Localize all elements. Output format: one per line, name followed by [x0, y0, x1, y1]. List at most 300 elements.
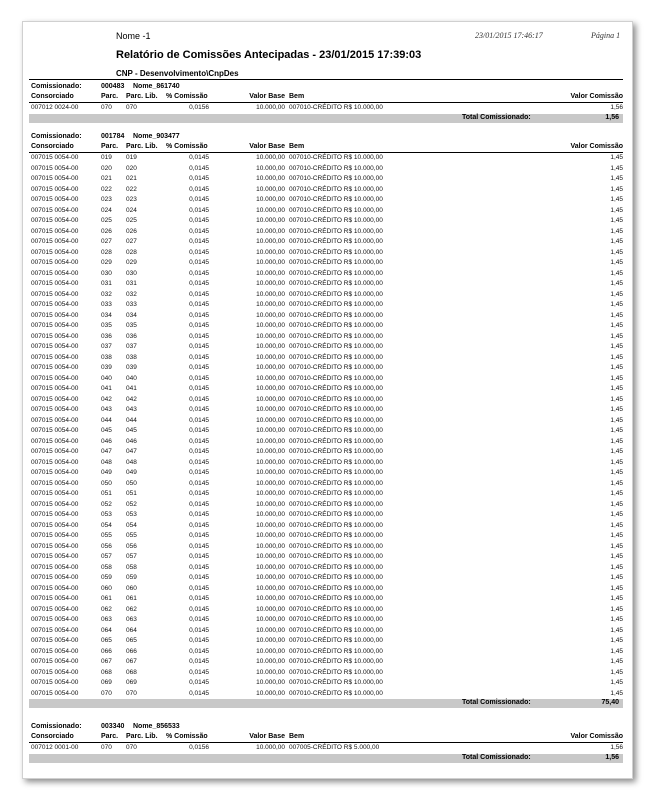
cell-pct-comissao: 0,0145 [189, 658, 209, 665]
cell-bem: 007010-CRÉDITO R$ 10.000,00 [289, 584, 383, 592]
table-row [23, 647, 632, 658]
cell-consorciado: 007015 0054-00 [31, 658, 79, 665]
cell-bem: 007010-CRÉDITO R$ 10.000,00 [289, 238, 383, 245]
cell-valor-comissao: 1,45 [610, 416, 623, 424]
total-label: Total Comissionado: [462, 699, 531, 706]
cell-valor-comissao: 1,45 [610, 196, 623, 203]
cell-valor-base: 10.000,00 [256, 104, 285, 111]
cell-valor-comissao: 1,45 [610, 689, 623, 697]
cell-consorciado: 007015 0054-00 [31, 280, 79, 287]
cell-bem: 007010-CRÉDITO R$ 10.000,00 [289, 154, 383, 161]
table-row [23, 510, 632, 521]
cell-valor-base: 10.000,00 [256, 406, 285, 413]
cell-parc: 053 [101, 511, 112, 518]
commissioned-row [23, 132, 632, 142]
cell-consorciado: 007015 0054-00 [31, 679, 79, 686]
table-row [23, 458, 632, 469]
cell-consorciado: 007015 0054-00 [31, 563, 79, 571]
cell-valor-comissao: 1,45 [610, 647, 623, 655]
total-commission-bar [29, 114, 623, 123]
cell-pct-comissao: 0,0145 [189, 406, 209, 413]
cell-parc-lib: 029 [126, 259, 137, 266]
cell-parc-lib: 024 [126, 206, 137, 214]
cell-valor-base: 10.000,00 [256, 353, 285, 361]
cell-parc: 068 [101, 668, 112, 676]
cell-parc: 044 [101, 416, 112, 424]
cell-valor-comissao: 1,45 [610, 553, 623, 560]
cell-bem: 007010-CRÉDITO R$ 10.000,00 [289, 395, 383, 403]
cell-parc: 028 [101, 248, 112, 256]
cell-valor-comissao: 1,45 [610, 385, 623, 392]
cell-parc: 029 [101, 259, 112, 266]
cell-consorciado: 007015 0054-00 [31, 637, 79, 644]
cell-parc: 067 [101, 658, 112, 665]
cell-bem: 007010-CRÉDITO R$ 10.000,00 [289, 104, 383, 111]
cell-valor-comissao: 1,45 [610, 479, 623, 487]
cell-parc: 061 [101, 595, 112, 602]
cell-consorciado: 007015 0054-00 [31, 343, 79, 350]
cell-consorciado: 007015 0054-00 [31, 553, 79, 560]
commissioned-name: Nome_861740 [133, 83, 180, 90]
cell-parc: 031 [101, 280, 112, 287]
cell-valor-base: 10.000,00 [256, 553, 285, 560]
cell-valor-base: 10.000,00 [256, 185, 285, 193]
cell-pct-comissao: 0,0145 [189, 217, 209, 224]
cell-pct-comissao: 0,0145 [189, 332, 209, 340]
report-title: Relatório de Comissões Antecipadas - 23/01/2015 17:39:03 [116, 49, 422, 61]
cell-valor-base: 10.000,00 [256, 500, 285, 508]
table-row [23, 290, 632, 301]
header-name: Nome -1 [116, 31, 151, 41]
table-row [23, 531, 632, 542]
cell-valor-comissao: 1,45 [610, 563, 623, 571]
cell-parc-lib: 049 [126, 469, 137, 476]
cell-valor-comissao: 1,45 [610, 332, 623, 340]
cell-valor-base: 10.000,00 [256, 227, 285, 235]
cell-consorciado: 007015 0054-00 [31, 385, 79, 392]
table-row [23, 164, 632, 175]
cell-valor-comissao: 1,45 [610, 353, 623, 361]
cell-pct-comissao: 0,0145 [189, 238, 209, 245]
cell-pct-comissao: 0,0145 [189, 469, 209, 476]
cell-bem: 007010-CRÉDITO R$ 10.000,00 [289, 500, 383, 508]
cell-valor-comissao: 1,45 [610, 290, 623, 298]
cell-parc: 033 [101, 301, 112, 308]
table-row [23, 563, 632, 574]
cell-valor-comissao: 1,45 [610, 574, 623, 581]
cell-valor-comissao: 1,45 [610, 584, 623, 592]
cell-valor-base: 10.000,00 [256, 626, 285, 634]
cell-parc-lib: 063 [126, 616, 137, 623]
col-parc: Parc. [101, 733, 119, 740]
cell-valor-comissao: 1,45 [610, 154, 623, 161]
cell-valor-base: 10.000,00 [256, 301, 285, 308]
cell-bem: 007010-CRÉDITO R$ 10.000,00 [289, 301, 383, 308]
cell-parc-lib: 051 [126, 490, 137, 497]
cell-pct-comissao: 0,0145 [189, 343, 209, 350]
cell-consorciado: 007015 0054-00 [31, 217, 79, 224]
col-bem: Bem [289, 733, 305, 740]
cell-parc-lib: 040 [126, 374, 137, 382]
cell-parc-lib: 038 [126, 353, 137, 361]
cell-valor-base: 10.000,00 [256, 521, 285, 529]
cell-consorciado: 007015 0054-00 [31, 490, 79, 497]
cell-consorciado: 007015 0054-00 [31, 626, 79, 634]
cell-consorciado: 007015 0054-00 [31, 332, 79, 340]
cell-bem: 007010-CRÉDITO R$ 10.000,00 [289, 521, 383, 529]
cell-valor-base: 10.000,00 [256, 259, 285, 266]
cell-valor-comissao: 1,45 [610, 668, 623, 676]
cell-consorciado: 007015 0054-00 [31, 469, 79, 476]
cell-parc: 025 [101, 217, 112, 224]
cell-parc-lib: 041 [126, 385, 137, 392]
cell-valor-comissao: 1,45 [610, 227, 623, 235]
cell-valor-base: 10.000,00 [256, 490, 285, 497]
cell-valor-base: 10.000,00 [256, 574, 285, 581]
cell-parc-lib: 045 [126, 427, 137, 434]
cell-consorciado: 007015 0054-00 [31, 668, 79, 676]
cell-parc-lib: 060 [126, 584, 137, 592]
table-row [23, 468, 632, 479]
cell-pct-comissao: 0,0145 [189, 311, 209, 319]
cell-pct-comissao: 0,0145 [189, 679, 209, 686]
cell-consorciado: 007015 0054-00 [31, 227, 79, 235]
cell-parc: 051 [101, 490, 112, 497]
cell-parc-lib: 027 [126, 238, 137, 245]
col-pct-comissao: % Comissão [166, 733, 208, 740]
total-value: 1,56 [605, 753, 619, 761]
commissioned-label: Comissionado: [31, 83, 82, 90]
cell-bem: 007010-CRÉDITO R$ 10.000,00 [289, 406, 383, 413]
cell-valor-base: 10.000,00 [256, 269, 285, 277]
cell-bem: 007010-CRÉDITO R$ 10.000,00 [289, 658, 383, 665]
table-row [23, 605, 632, 616]
table-row [23, 195, 632, 206]
cell-valor-base: 10.000,00 [256, 164, 285, 172]
table-row [23, 743, 632, 754]
cell-valor-comissao: 1,45 [610, 605, 623, 613]
cell-pct-comissao: 0,0145 [189, 290, 209, 298]
cell-valor-comissao: 1,45 [610, 280, 623, 287]
cell-bem: 007010-CRÉDITO R$ 10.000,00 [289, 626, 383, 634]
cell-valor-comissao: 1,45 [610, 658, 623, 665]
cell-bem: 007010-CRÉDITO R$ 10.000,00 [289, 311, 383, 319]
cell-parc-lib: 054 [126, 521, 137, 529]
cell-parc: 038 [101, 353, 112, 361]
cell-parc-lib: 019 [126, 154, 137, 161]
cell-consorciado: 007015 0054-00 [31, 584, 79, 592]
cell-valor-base: 10.000,00 [256, 427, 285, 434]
table-row [23, 594, 632, 605]
cell-parc-lib: 069 [126, 679, 137, 686]
cell-parc: 022 [101, 185, 112, 193]
cell-pct-comissao: 0,0145 [189, 227, 209, 235]
commissioned-name: Nome_903477 [133, 133, 180, 140]
cell-valor-comissao: 1,45 [610, 343, 623, 350]
table-row [23, 552, 632, 563]
total-label: Total Comissionado: [462, 113, 531, 121]
cell-pct-comissao: 0,0145 [189, 280, 209, 287]
table-row [23, 227, 632, 238]
cell-parc: 043 [101, 406, 112, 413]
cell-bem: 007010-CRÉDITO R$ 10.000,00 [289, 616, 383, 623]
cell-bem: 007010-CRÉDITO R$ 10.000,00 [289, 563, 383, 571]
cell-parc-lib: 066 [126, 647, 137, 655]
cell-bem: 007010-CRÉDITO R$ 10.000,00 [289, 343, 383, 350]
table-row [23, 395, 632, 406]
cell-consorciado: 007015 0054-00 [31, 206, 79, 214]
cell-parc-lib: 039 [126, 364, 137, 371]
cell-valor-base: 10.000,00 [256, 248, 285, 256]
col-pct-comissao: % Comissão [166, 93, 208, 100]
cell-bem: 007010-CRÉDITO R$ 10.000,00 [289, 511, 383, 518]
table-row [23, 248, 632, 259]
cell-valor-comissao: 1,45 [610, 164, 623, 172]
cell-pct-comissao: 0,0145 [189, 353, 209, 361]
cell-valor-base: 10.000,00 [256, 206, 285, 214]
cell-bem: 007010-CRÉDITO R$ 10.000,00 [289, 689, 383, 697]
total-commission-bar [29, 699, 623, 708]
cell-bem: 007010-CRÉDITO R$ 10.000,00 [289, 542, 383, 550]
commissioned-code: 000483 [101, 83, 125, 90]
cell-valor-comissao: 1,45 [610, 269, 623, 277]
cell-parc: 021 [101, 175, 112, 182]
col-consorciado: Consorciado [31, 143, 74, 150]
cell-consorciado: 007015 0054-00 [31, 532, 79, 539]
cell-pct-comissao: 0,0145 [189, 532, 209, 539]
cell-valor-comissao: 1,56 [610, 744, 623, 751]
cell-consorciado: 007015 0054-00 [31, 259, 79, 266]
cell-consorciado: 007015 0054-00 [31, 322, 79, 329]
cell-valor-base: 10.000,00 [256, 637, 285, 644]
cell-bem: 007010-CRÉDITO R$ 10.000,00 [289, 269, 383, 277]
cell-bem: 007010-CRÉDITO R$ 10.000,00 [289, 185, 383, 193]
table-row [23, 447, 632, 458]
cell-parc: 040 [101, 374, 112, 382]
cell-consorciado: 007015 0054-00 [31, 406, 79, 413]
cell-valor-comissao: 1,45 [610, 238, 623, 245]
cell-bem: 007010-CRÉDITO R$ 10.000,00 [289, 668, 383, 676]
commissioned-row [23, 722, 632, 732]
cell-parc: 069 [101, 679, 112, 686]
cell-valor-comissao: 1,45 [610, 364, 623, 371]
cell-consorciado: 007015 0054-00 [31, 416, 79, 424]
cell-valor-base: 10.000,00 [256, 448, 285, 455]
cell-parc: 065 [101, 637, 112, 644]
cell-valor-comissao: 1,45 [610, 206, 623, 214]
cell-consorciado: 007015 0054-00 [31, 479, 79, 487]
table-row [23, 521, 632, 532]
cell-bem: 007010-CRÉDITO R$ 10.000,00 [289, 364, 383, 371]
cell-consorciado: 007015 0054-00 [31, 448, 79, 455]
cell-valor-base: 10.000,00 [256, 332, 285, 340]
cell-pct-comissao: 0,0145 [189, 637, 209, 644]
cell-bem: 007010-CRÉDITO R$ 10.000,00 [289, 427, 383, 434]
col-valor-comissao: Valor Comissão [570, 143, 623, 150]
cell-bem: 007010-CRÉDITO R$ 10.000,00 [289, 479, 383, 487]
cell-bem: 007010-CRÉDITO R$ 10.000,00 [289, 259, 383, 266]
table-row [23, 668, 632, 679]
cell-pct-comissao: 0,0145 [189, 574, 209, 581]
col-valor-base: Valor Base [249, 93, 285, 100]
cell-parc-lib: 067 [126, 658, 137, 665]
cell-pct-comissao: 0,0145 [189, 427, 209, 434]
col-valor-base: Valor Base [249, 733, 285, 740]
cell-pct-comissao: 0,0145 [189, 511, 209, 518]
cell-pct-comissao: 0,0145 [189, 584, 209, 592]
cell-pct-comissao: 0,0145 [189, 416, 209, 424]
column-header-row [29, 142, 623, 153]
cell-consorciado: 007015 0054-00 [31, 616, 79, 623]
cell-bem: 007010-CRÉDITO R$ 10.000,00 [289, 553, 383, 560]
cell-parc-lib: 068 [126, 668, 137, 676]
cell-parc-lib: 053 [126, 511, 137, 518]
cell-bem: 007010-CRÉDITO R$ 10.000,00 [289, 448, 383, 455]
cell-parc: 049 [101, 469, 112, 476]
cell-valor-comissao: 1,45 [610, 458, 623, 466]
cell-parc-lib: 058 [126, 563, 137, 571]
cell-bem: 007010-CRÉDITO R$ 10.000,00 [289, 353, 383, 361]
table-row [23, 363, 632, 374]
cell-pct-comissao: 0,0145 [189, 248, 209, 256]
cell-pct-comissao: 0,0145 [189, 542, 209, 550]
header-datetime: 23/01/2015 17:46:17 [475, 31, 543, 40]
cell-valor-base: 10.000,00 [256, 658, 285, 665]
cell-pct-comissao: 0,0145 [189, 395, 209, 403]
cell-parc-lib: 028 [126, 248, 137, 256]
cell-consorciado: 007015 0054-00 [31, 185, 79, 193]
table-row [23, 426, 632, 437]
cell-parc-lib: 055 [126, 532, 137, 539]
cell-pct-comissao: 0,0145 [189, 175, 209, 182]
cell-bem: 007010-CRÉDITO R$ 10.000,00 [289, 322, 383, 329]
col-pct-comissao: % Comissão [166, 143, 208, 150]
cell-pct-comissao: 0,0145 [189, 196, 209, 203]
cell-valor-comissao: 1,45 [610, 511, 623, 518]
cell-valor-comissao: 1,45 [610, 322, 623, 329]
cell-parc-lib: 034 [126, 311, 137, 319]
cell-valor-base: 10.000,00 [256, 343, 285, 350]
cell-pct-comissao: 0,0145 [189, 259, 209, 266]
cell-parc-lib: 044 [126, 416, 137, 424]
cell-consorciado: 007015 0054-00 [31, 311, 79, 319]
cell-bem: 007010-CRÉDITO R$ 10.000,00 [289, 280, 383, 287]
cell-consorciado: 007015 0054-00 [31, 542, 79, 550]
cell-bem: 007010-CRÉDITO R$ 10.000,00 [289, 332, 383, 340]
cell-consorciado: 007015 0054-00 [31, 248, 79, 256]
commission-section [23, 722, 632, 763]
cell-valor-base: 10.000,00 [256, 744, 285, 751]
column-header-row [29, 732, 623, 743]
cell-pct-comissao: 0,0145 [189, 374, 209, 382]
cell-consorciado: 007015 0054-00 [31, 290, 79, 298]
cell-valor-base: 10.000,00 [256, 322, 285, 329]
cell-valor-base: 10.000,00 [256, 364, 285, 371]
cell-valor-comissao: 1,45 [610, 427, 623, 434]
cell-bem: 007010-CRÉDITO R$ 10.000,00 [289, 490, 383, 497]
cell-parc-lib: 036 [126, 332, 137, 340]
cell-parc: 039 [101, 364, 112, 371]
cell-valor-comissao: 1,45 [610, 217, 623, 224]
cell-bem: 007005-CRÉDITO R$ 5.000,00 [289, 744, 380, 751]
cell-valor-base: 10.000,00 [256, 511, 285, 518]
cell-valor-base: 10.000,00 [256, 154, 285, 161]
table-row [23, 689, 632, 700]
cell-bem: 007010-CRÉDITO R$ 10.000,00 [289, 206, 383, 214]
cell-valor-base: 10.000,00 [256, 595, 285, 602]
cell-valor-base: 10.000,00 [256, 532, 285, 539]
cell-parc-lib: 031 [126, 280, 137, 287]
commissioned-row [23, 82, 632, 92]
cell-parc-lib: 048 [126, 458, 137, 466]
cell-consorciado: 007015 0054-00 [31, 437, 79, 445]
cell-pct-comissao: 0,0145 [189, 553, 209, 560]
cell-valor-base: 10.000,00 [256, 196, 285, 203]
cell-pct-comissao: 0,0145 [189, 490, 209, 497]
cell-valor-base: 10.000,00 [256, 385, 285, 392]
cell-valor-comissao: 1,45 [610, 185, 623, 193]
cell-pct-comissao: 0,0145 [189, 364, 209, 371]
cell-parc: 055 [101, 532, 112, 539]
commission-section [23, 132, 632, 708]
cell-bem: 007010-CRÉDITO R$ 10.000,00 [289, 437, 383, 445]
cell-valor-comissao: 1,45 [610, 500, 623, 508]
cell-consorciado: 007015 0054-00 [31, 364, 79, 371]
cell-valor-comissao: 1,45 [610, 248, 623, 256]
table-row [23, 636, 632, 647]
table-row [23, 153, 632, 164]
table-row [23, 405, 632, 416]
cell-parc: 036 [101, 332, 112, 340]
cell-consorciado: 007012 0024-00 [31, 104, 79, 111]
cell-parc: 054 [101, 521, 112, 529]
commission-section [23, 82, 632, 123]
cell-parc: 032 [101, 290, 112, 298]
cell-valor-comissao: 1,45 [610, 679, 623, 686]
cell-parc: 058 [101, 563, 112, 571]
cell-pct-comissao: 0,0145 [189, 206, 209, 214]
cell-parc-lib: 033 [126, 301, 137, 308]
table-row [23, 353, 632, 364]
cell-bem: 007010-CRÉDITO R$ 10.000,00 [289, 385, 383, 392]
cell-parc: 047 [101, 448, 112, 455]
col-bem: Bem [289, 93, 305, 100]
cell-valor-base: 10.000,00 [256, 479, 285, 487]
col-consorciado: Consorciado [31, 93, 74, 100]
cell-valor-comissao: 1,45 [610, 437, 623, 445]
cell-parc-lib: 035 [126, 322, 137, 329]
cell-parc: 059 [101, 574, 112, 581]
cell-parc: 030 [101, 269, 112, 277]
cell-parc: 070 [101, 744, 112, 751]
table-row [23, 258, 632, 269]
cell-pct-comissao: 0,0145 [189, 385, 209, 392]
cell-consorciado: 007015 0054-00 [31, 301, 79, 308]
commissioned-label: Comissionado: [31, 723, 82, 730]
cell-valor-comissao: 1,45 [610, 626, 623, 634]
cell-valor-comissao: 1,45 [610, 259, 623, 266]
cell-valor-base: 10.000,00 [256, 584, 285, 592]
cell-valor-comissao: 1,56 [610, 104, 623, 111]
cell-valor-base: 10.000,00 [256, 437, 285, 445]
cell-valor-comissao: 1,45 [610, 521, 623, 529]
cell-pct-comissao: 0,0145 [189, 301, 209, 308]
cell-parc: 020 [101, 164, 112, 172]
cell-consorciado: 007015 0054-00 [31, 689, 79, 697]
cell-valor-comissao: 1,45 [610, 395, 623, 403]
cell-valor-comissao: 1,45 [610, 542, 623, 550]
cell-parc: 057 [101, 553, 112, 560]
